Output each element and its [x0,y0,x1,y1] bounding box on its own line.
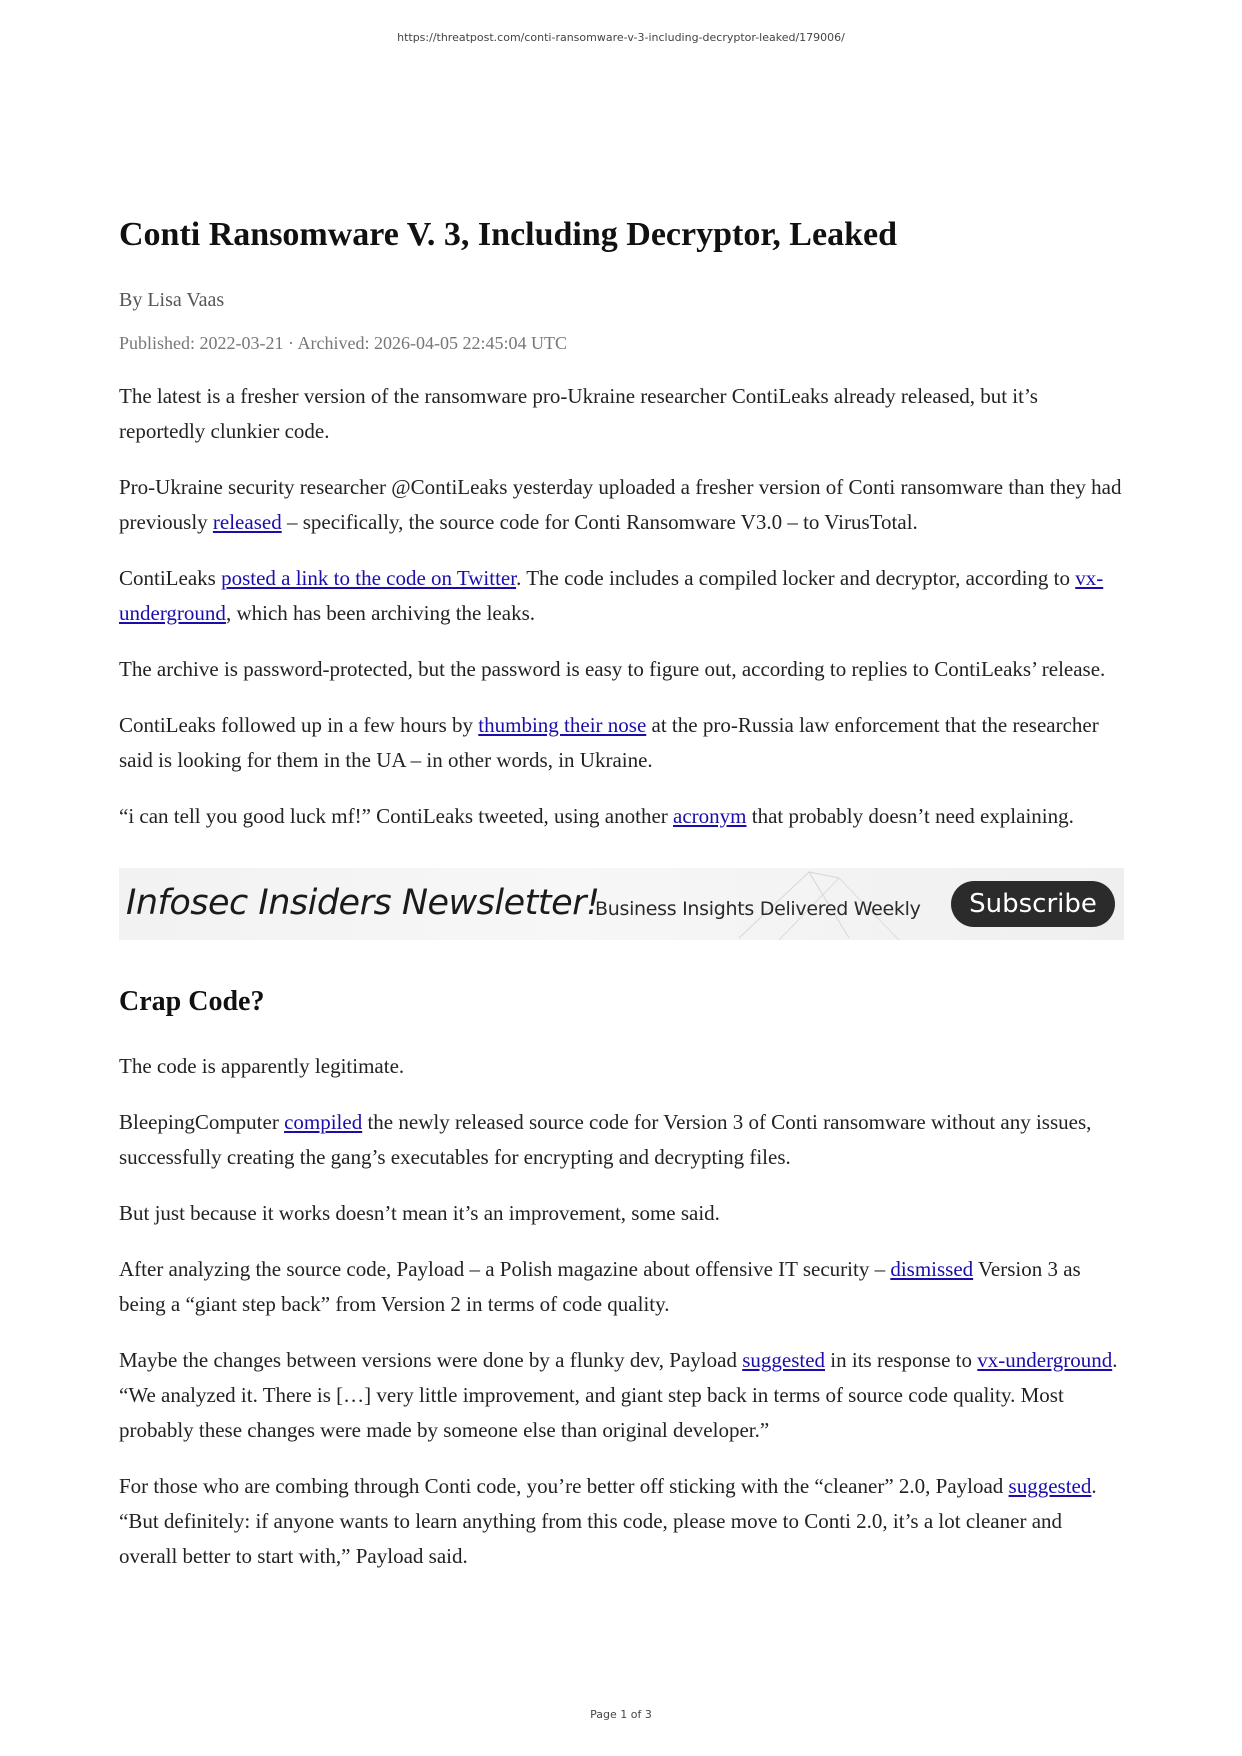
article-byline: By Lisa Vaas [119,289,225,311]
paragraph-text: Maybe the changes between versions were done by a flunky dev, Payload [119,1348,743,1372]
newsletter-subtitle: Business Insights Delivered Weekly [595,898,921,920]
paragraph-text: Pro-Ukraine security researcher @ContiLeaks yesterday uploaded a fresher version of Conti ransomware than they had previously [119,475,1122,534]
section-paragraph-2 [119,1105,1124,1175]
acronym-link[interactable]: acronym [673,804,747,828]
paragraph-text: BleepingComputer [119,1110,285,1134]
paragraph-text: in its response to [825,1348,978,1372]
article-paragraph-6 [119,799,1124,834]
article-paragraph-4: The archive is password-protected, but the password is easy to figure out, according to replies to ContiLeaks’ release. [119,657,1106,681]
article-paragraph-3 [119,561,1124,631]
section-paragraph-5 [119,1343,1124,1448]
suggested-link[interactable]: suggested [742,1348,826,1372]
paragraph-text: the newly released source code for Version 3 of Conti ransomware without any issues, successfully creating the gang’s executables for encrypting and decrypting files. [119,1110,1092,1169]
paragraph-text: For those who are combing through Conti code, you’re better off sticking with the “cleaner” 2.0, Payload [119,1474,1009,1498]
newsletter-banner[interactable] [119,868,1124,940]
section-paragraph-1: The code is apparently legitimate. [119,1054,405,1078]
article-paragraph-2 [119,470,1124,540]
article-dates: Published: 2022-03-21 · Archived: 2026-04-05 22:45:04 UTC [119,333,567,353]
section-paragraph-3: But just because it works doesn’t mean it’s an improvement, some said. [119,1201,720,1225]
thumbing-their-nose-link[interactable]: thumbing their nose [478,713,647,737]
dismissed-link[interactable]: dismissed [890,1257,974,1281]
paragraph-text: After analyzing the source code, Payload – a Polish magazine about offensive IT security – [119,1257,891,1281]
section-heading: Crap Code? [119,986,265,1017]
paragraph-text: Version 3 as being a “giant step back” from Version 2 in terms of code quality. [119,1257,1081,1316]
paragraph-text: – specifically, the source code for Conti Ransomware V3.0 – to VirusTotal. [281,510,918,534]
paragraph-text: ContiLeaks [119,566,222,590]
article-title: Conti Ransomware V. 3, Including Decryptor, Leaked [119,216,897,253]
paragraph-text: , which has been archiving the leaks. [225,601,536,625]
paragraph-text: . “But definitely: if anyone wants to learn anything from this code, please move to Conti 2.0, it’s a lot cleaner and overall better to start with,” Payload said. [119,1474,1097,1568]
paragraph-text: “i can tell you good luck mf!” ContiLeaks tweeted, using another [119,804,674,828]
vx-underground-link[interactable]: vx-underground [977,1348,1113,1372]
section-paragraph-4 [119,1252,1124,1322]
twitter-post-link[interactable]: posted a link to the code on Twitter [221,566,517,590]
released-link[interactable]: released [212,510,282,534]
newsletter-title: Infosec Insiders Newsletter! [126,883,600,923]
subscribe-button[interactable]: Subscribe [951,881,1115,927]
vx-underground-link[interactable]: vx-underground [119,566,1104,625]
paragraph-text: at the pro-Russia law enforcement that the researcher said is looking for them in the UA – in other words, in Ukraine. [119,713,1099,772]
compiled-link[interactable]: compiled [284,1110,363,1134]
suggested-link[interactable]: suggested [1008,1474,1092,1498]
section-paragraph-6 [119,1469,1124,1574]
page-number: Page 1 of 3 [590,1708,652,1721]
article-paragraph-5 [119,708,1124,778]
paragraph-text: that probably doesn’t need explaining. [746,804,1074,828]
paragraph-text: . The code includes a compiled locker and decryptor, according to [516,566,1076,590]
article-content [119,213,1124,1595]
article-paragraph-1: The latest is a fresher version of the ransomware pro-Ukraine researcher ContiLeaks already released, but it’s reportedly clunkier code. [119,384,1038,443]
paragraph-text: . “We analyzed it. There is […] very little improvement, and giant step back in terms of source code quality. Most probably these changes were made by someone else than original developer.” [119,1348,1118,1442]
page-url-header: https://threatpost.com/conti-ransomware-v-3-including-decryptor-leaked/179006/ [397,31,845,44]
paragraph-text: ContiLeaks followed up in a few hours by [119,713,479,737]
